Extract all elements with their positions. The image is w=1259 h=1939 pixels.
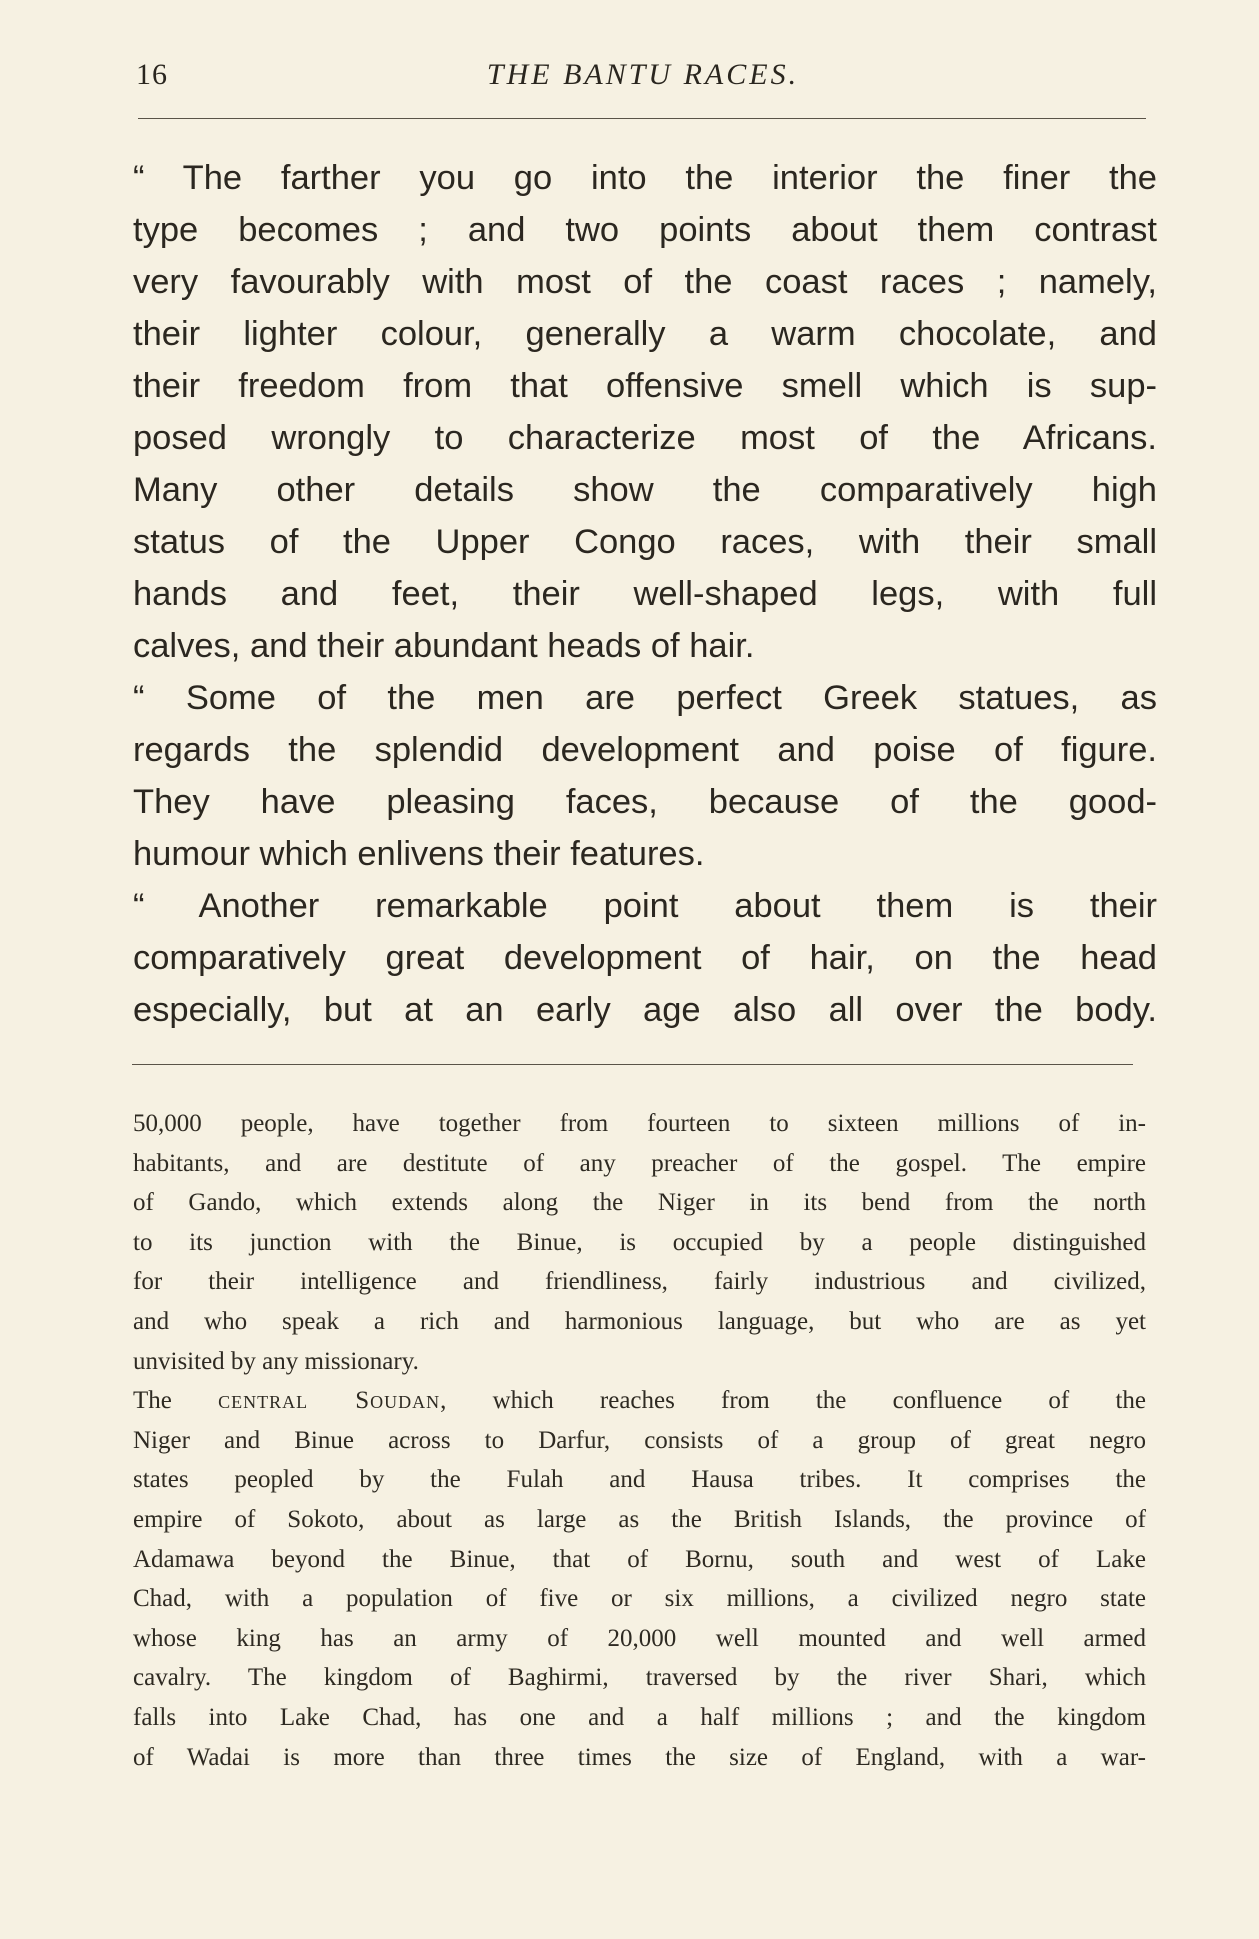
main-text-line: especially, but at an early age also all over the body.	[133, 991, 1157, 1029]
running-title: THE BANTU RACES.	[486, 58, 800, 91]
central-soudan-label: central Soudan	[218, 1387, 441, 1415]
footnote-line: states peopled by the Fulah and Hausa tribes. It comprises the	[133, 1466, 1146, 1494]
main-text-line: “ Some of the men are perfect Greek statues, as	[133, 679, 1157, 717]
footnote-line: whose king has an army of 20,000 well mounted and well armed	[133, 1624, 1146, 1652]
footnote-line: empire of Sokoto, about as large as the British Islands, the province of	[133, 1505, 1146, 1533]
footnote-line-central-soudan	[133, 1381, 1146, 1421]
footnote-line: to its junction with the Binue, is occupied by a people distinguished	[133, 1228, 1146, 1256]
footnote-line: of Gando, which extends along the Niger in its bend from the north	[133, 1189, 1146, 1217]
footnote-line: habitants, and are destitute of any preacher of the gospel. The empire	[133, 1149, 1146, 1177]
main-text-line: They have pleasing faces, because of the good-	[133, 783, 1157, 821]
footnote-line-start: The	[133, 1387, 219, 1415]
main-text	[133, 152, 1157, 1036]
main-text-line: hands and feet, their well-shaped legs, with full	[133, 575, 1157, 613]
header-rule	[138, 118, 1146, 119]
footnote	[133, 1104, 1146, 1777]
main-text-line: type becomes ; and two points about them contrast	[133, 211, 1157, 249]
main-text-line: humour which enlivens their features.	[133, 835, 705, 873]
footnote-line: Adamawa beyond the Binue, that of Bornu, south and west of Lake	[133, 1545, 1146, 1573]
footnote-line: Chad, with a population of five or six millions, a civilized negro state	[133, 1585, 1146, 1613]
footnote-line: falls into Lake Chad, has one and a half millions ; and the kingdom	[133, 1703, 1146, 1731]
running-head	[136, 58, 1150, 98]
main-text-line: posed wrongly to characterize most of the Africans.	[133, 419, 1157, 457]
main-text-line: comparatively great development of hair, on the head	[133, 939, 1157, 977]
footnote-line-rest: , which reaches from the confluence of the	[440, 1387, 1146, 1415]
footnote-line: cavalry. The kingdom of Baghirmi, traversed by the river Shari, which	[133, 1664, 1146, 1692]
footnote-line: and who speak a rich and harmonious language, but who are as yet	[133, 1307, 1146, 1335]
page-number: 16	[136, 58, 168, 91]
main-text-line: regards the splendid development and poise of figure.	[133, 731, 1157, 769]
main-text-line: Many other details show the comparatively high	[133, 471, 1157, 509]
main-text-line: their freedom from that offensive smell which is sup-	[133, 367, 1157, 405]
main-text-line: status of the Upper Congo races, with their small	[133, 523, 1157, 561]
footnote-line: of Wadai is more than three times the size of England, with a war-	[133, 1743, 1146, 1771]
footnote-line: for their intelligence and friendliness, fairly industrious and civilized,	[133, 1268, 1146, 1296]
main-text-line: “ Another remarkable point about them is their	[133, 887, 1157, 925]
main-text-line: their lighter colour, generally a warm chocolate, and	[133, 315, 1157, 353]
footnote-line: 50,000 people, have together from fourteen to sixteen millions of in-	[133, 1110, 1146, 1137]
main-text-line: “ The farther you go into the interior the finer the	[133, 159, 1157, 197]
main-text-line: very favourably with most of the coast races ; namely,	[133, 263, 1157, 301]
footnote-line: Niger and Binue across to Darfur, consists of a group of great negro	[133, 1426, 1146, 1454]
footnote-line: unvisited by any missionary.	[133, 1347, 419, 1375]
footnote-rule	[132, 1064, 1133, 1065]
main-text-line: calves, and their abundant heads of hair.	[133, 627, 755, 665]
